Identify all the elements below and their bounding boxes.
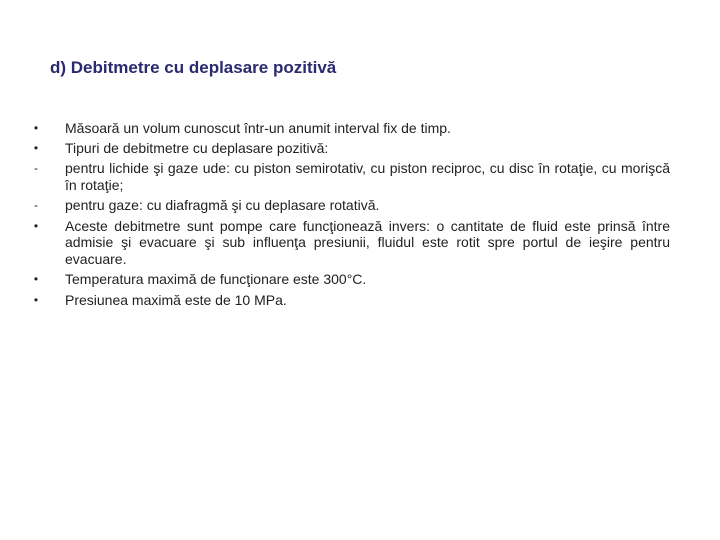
list-item (30, 292, 670, 309)
bullet-marker: • (33, 218, 39, 233)
list-item (30, 271, 670, 288)
dash-marker: - (34, 198, 38, 213)
bullet-marker: • (33, 272, 39, 287)
bullet-list (30, 120, 670, 312)
slide-title: d) Debitmetre cu deplasare pozitivă (50, 58, 337, 77)
list-item-text: pentru lichide şi gaze ude: cu piston semirotativ, cu piston reciproc, cu disc în rotaţie, cu morişcă în rotaţie; (65, 160, 670, 194)
dash-marker: - (34, 161, 38, 176)
list-item-text: Măsoară un volum cunoscut într-un anumit interval fix de timp. (65, 120, 451, 136)
bullet-marker: • (33, 141, 39, 156)
list-item (30, 160, 670, 194)
bullet-marker: • (33, 121, 39, 135)
list-item (30, 140, 670, 157)
bullet-marker: • (33, 292, 39, 307)
list-item (30, 120, 670, 137)
list-item-text: Temperatura maximă de funcţionare este 300°C. (65, 271, 367, 288)
list-item-text: pentru gaze: cu diafragmă şi cu deplasare rotativă. (65, 197, 380, 214)
list-item (30, 197, 670, 214)
list-item (30, 218, 670, 268)
list-item-text: Presiunea maximă este de 10 MPa. (65, 291, 287, 308)
list-item-text: Tipuri de debitmetre cu deplasare pozitivă: (65, 140, 329, 157)
list-item-text: Aceste debitmetre sunt pompe care funcţionează invers: o cantitate de fluid este prinsă între admisie şi evacuare şi sub influenţa presiunii, fluidul este rotit spre portul de ieşire pentru evacuare. (65, 217, 670, 268)
